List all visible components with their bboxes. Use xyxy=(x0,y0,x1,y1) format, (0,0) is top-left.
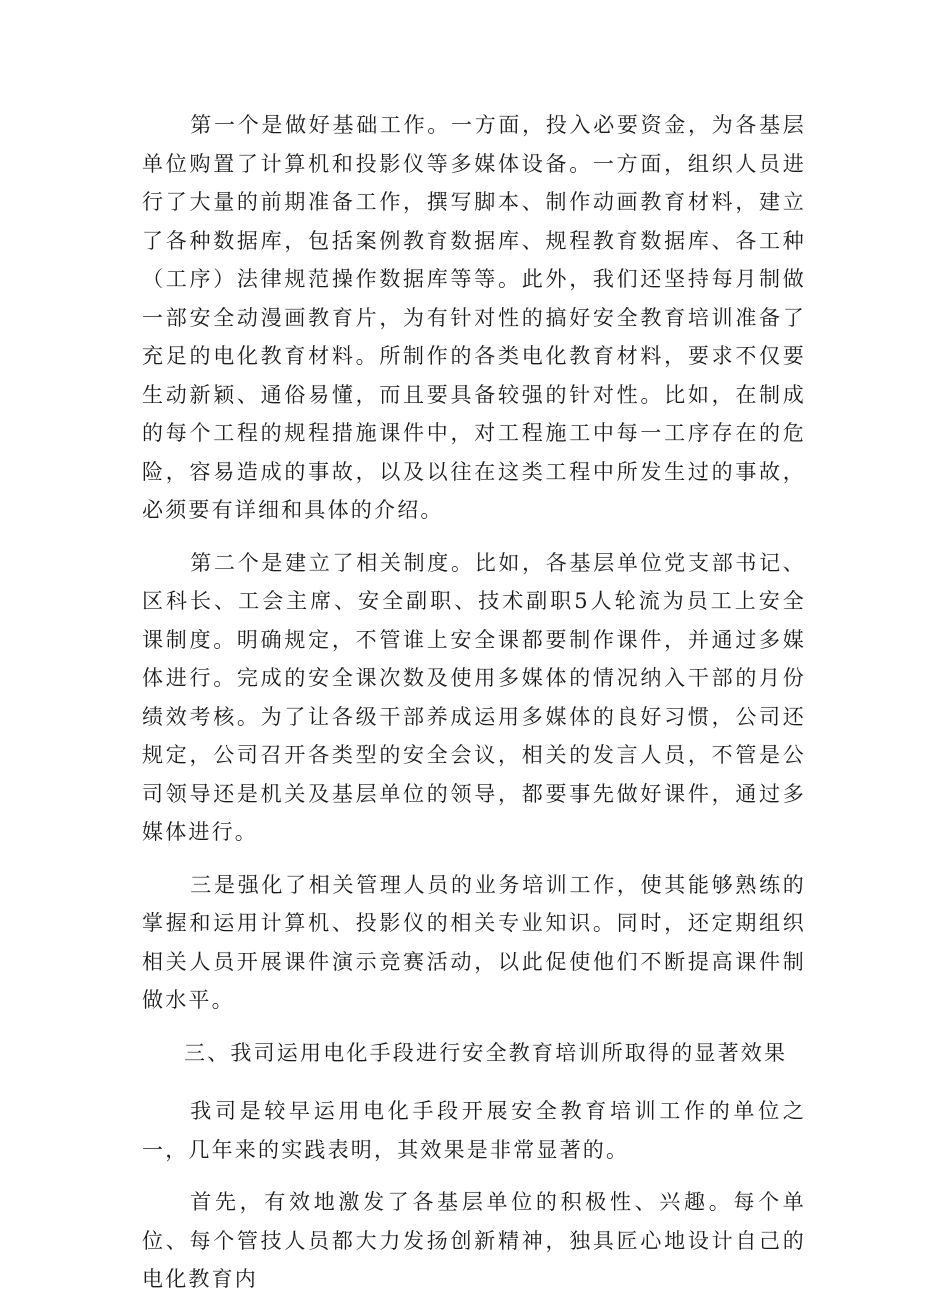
paragraph-foundation-work: 第一个是做好基础工作。一方面，投入必要资金，为各基层单位购置了计算机和投影仪等多媒体设备。一方面，组织人员进行了大量的前期准备工作，撰写脚本、制作动画教育材料，建立了各种数据库，包括案例教育数据库、规程教育数据库、各工种（工序）法律规范操作数据库等等。此外，我们还坚持每月制做一部安全动漫画教育片，为有针对性的搞好安全教育培训准备了充足的电化教育材料。所制作的各类电化教育材料，要求不仅要生动新颖、通俗易懂，而且要具备较强的针对性。比如，在制成的每个工程的规程措施课件中，对工程施工中每一工序存在的危险，容易造成的事故，以及以往在这类工程中所发生过的事故，必须要有详细和具体的介绍。 xyxy=(142,113,806,522)
document-body xyxy=(142,106,806,1313)
section-heading: 三、我司运用电化手段进行安全教育培训所取得的显著效果 xyxy=(184,1040,788,1065)
paragraph-early-adopter: 我司是较早运用电化手段开展安全教育培训工作的单位之一，几年来的实践表明，其效果是非常显著的。 xyxy=(142,1099,806,1162)
paragraph-related-systems: 第二个是建立了相关制度。比如，各基层单位党支部书记、区科长、工会主席、安全副职、技术副职5人轮流为员工上安全课制度。明确规定，不管谁上安全课都要制作课件，并通过多媒体进行。完成的安全课次数及使用多媒体的情况纳入干部的月份绩效考核。为了让各级干部养成运用多媒体的良好习惯，公司还规定，公司召开各类型的安全会议，相关的发言人员，不管是公司领导还是机关及基层单位的领导，都要事先做好课件，通过多媒体进行。 xyxy=(142,550,806,844)
paragraph-first-effect: 首先，有效地激发了各基层单位的积极性、兴趣。每个单位、每个管技人员都大力发扬创新精神，独具匠心地设计自己的电化教育内 xyxy=(142,1190,806,1291)
paragraph-staff-training: 三是强化了相关管理人员的业务培训工作，使其能够熟练的掌握和运用计算机、投影仪的相关专业知识。同时，还定期组织相关人员开展课件演示竞赛活动，以此促使他们不断提高课件制做水平。 xyxy=(142,872,806,1012)
